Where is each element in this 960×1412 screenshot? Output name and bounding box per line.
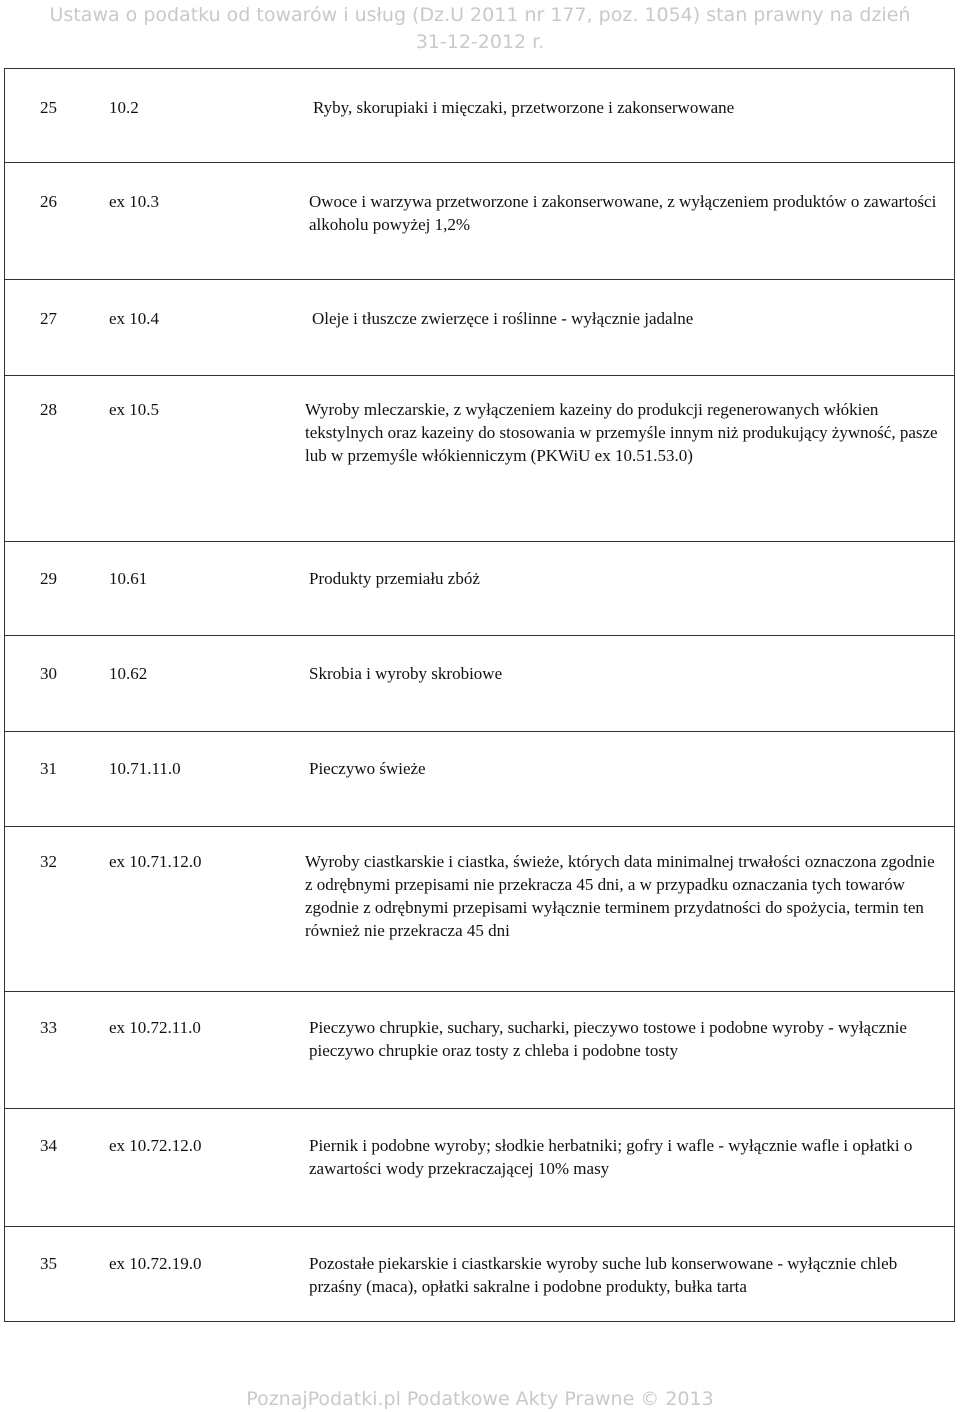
table-row: [5, 992, 954, 1109]
pkwiu-code: ex 10.72.19.0: [109, 1254, 202, 1273]
table-row: [5, 163, 954, 280]
row-number: 32: [40, 852, 57, 871]
pkwiu-code: ex 10.4: [109, 309, 160, 328]
pkwiu-code: 10.61: [109, 569, 148, 588]
pkwiu-code: ex 10.72.12.0: [109, 1136, 202, 1155]
pkwiu-code: 10.71.11.0: [109, 759, 181, 778]
pkwiu-code: ex 10.71.12.0: [109, 852, 202, 871]
row-number: 26: [40, 192, 57, 211]
row-number: 28: [40, 400, 57, 419]
goods-description: Pieczywo świeże: [309, 759, 426, 778]
table-row: [5, 69, 954, 163]
goods-description: Piernik i podobne wyroby; słodkie herbatniki; gofry i wafle - wyłącznie wafle i opłatki o zawartości wody przekraczającej 10% masy: [309, 1136, 913, 1178]
goods-description: Oleje i tłuszcze zwierzęce i roślinne - wyłącznie jadalne: [312, 309, 694, 328]
pkwiu-code: 10.2: [109, 98, 139, 117]
goods-description: Owoce i warzywa przetworzone i zakonserwowane, z wyłączeniem produktów o zawartości alkoholu powyżej 1,2%: [309, 192, 937, 234]
table-row: [5, 827, 954, 992]
goods-description: Skrobia i wyroby skrobiowe: [309, 664, 503, 683]
goods-description: Pozostałe piekarskie i ciastkarskie wyroby suche lub konserwowane - wyłącznie chleb przaśny (maca), opłatki sakralne i podobne produkty, bułka tarta: [309, 1254, 898, 1296]
row-number: 25: [40, 98, 57, 117]
row-number: 33: [40, 1018, 57, 1037]
header-line-1: Ustawa o podatku od towarów i usług (Dz.U 2011 nr 177, poz. 1054) stan prawny na dzień: [49, 4, 911, 26]
row-number: 29: [40, 569, 57, 588]
pkwiu-code: ex 10.5: [109, 400, 160, 419]
document-footer: PoznajPodatki.pl Podatkowe Akty Prawne © 2013: [246, 1388, 714, 1410]
goods-description: Ryby, skorupiaki i mięczaki, przetworzone i zakonserwowane: [313, 98, 735, 117]
goods-description: Wyroby mleczarskie, z wyłączeniem kazeiny do produkcji regenerowanych włókien tekstylnych oraz kazeiny do stosowania w przemyśle innym niż produkujący żywność, pasze lub w przemyśle włókienniczym (PKWiU ex 10.51.53.0): [305, 400, 938, 465]
row-number: 35: [40, 1254, 57, 1273]
document-header: [0, 0, 960, 56]
table-row: [5, 1227, 954, 1321]
goods-table: [4, 68, 955, 1322]
row-number: 34: [40, 1136, 57, 1155]
table-row: [5, 376, 954, 542]
header-line-2: 31-12-2012 r.: [415, 31, 545, 53]
pkwiu-code: 10.62: [109, 664, 148, 683]
table-row: [5, 732, 954, 827]
row-number: 31: [40, 759, 57, 778]
table-row: [5, 542, 954, 636]
pkwiu-code: ex 10.72.11.0: [109, 1018, 201, 1037]
table-row: [5, 1109, 954, 1227]
table-row: [5, 280, 954, 376]
pkwiu-code: ex 10.3: [109, 192, 160, 211]
goods-description: Wyroby ciastkarskie i ciastka, świeże, których data minimalnej trwałości oznaczona zgodnie z odrębnymi przepisami nie przekracza 45 dni, a w przypadku oznaczania tych towarów zgodnie z odrębnymi przepisami wyłącznie terminem przydatności do spożycia, termin ten również nie przekracza 45 dni: [305, 852, 935, 940]
table-row: [5, 636, 954, 732]
goods-description: Pieczywo chrupkie, suchary, sucharki, pieczywo tostowe i podobne wyroby - wyłącznie pieczywo chrupkie oraz tosty z chleba i podobne tosty: [309, 1018, 907, 1060]
row-number: 30: [40, 664, 57, 683]
goods-description: Produkty przemiału zbóż: [309, 569, 480, 588]
row-number: 27: [40, 309, 57, 328]
